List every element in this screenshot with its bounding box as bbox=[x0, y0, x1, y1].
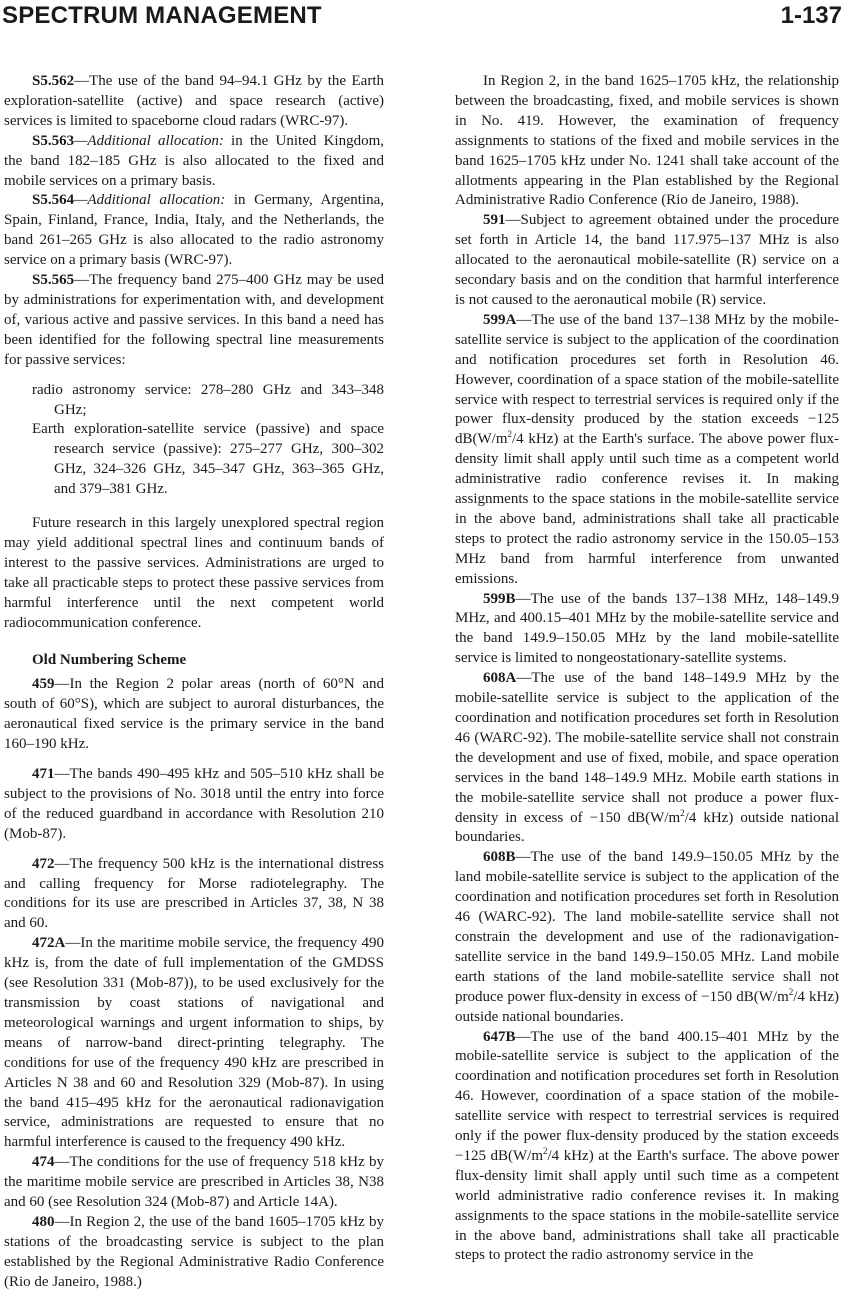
section-label: 459 bbox=[32, 676, 55, 693]
list-item: Earth exploration-satellite service (passive) and space research service (passive): 275–277 GHz, 300–302 GHz, 324–326 GHz, 345–347 GHz, 363–365 GHz, and 379–381 GHz. bbox=[32, 421, 384, 498]
paragraph-text: —The bands 490–495 kHz and 505–510 kHz shall be subject to the provisions of No. 3018 until the entry into force of the reduced guardband in accordance with Resolution 210 (Mob-87). bbox=[4, 766, 384, 842]
paragraph bbox=[455, 211, 839, 311]
page-header bbox=[0, 0, 846, 34]
section-label: 472 bbox=[32, 855, 55, 872]
paragraph bbox=[4, 765, 384, 845]
paragraph bbox=[4, 1213, 384, 1293]
list-item: radio astronomy service: 278–280 GHz and 343–348 GHz; bbox=[32, 381, 384, 418]
paragraph-text: —The use of the band 94–94.1 GHz by the Earth exploration-satellite (active) and space research (active) services is limited to spaceborne cloud radars (WRC-97). bbox=[4, 73, 384, 129]
paragraph bbox=[455, 311, 839, 590]
paragraph-text: —The frequency 500 kHz is the international distress and calling frequency for Morse radiotelegraphy. The conditions for its use are prescribed in Articles 37, 38, N 38 and 60. bbox=[4, 855, 384, 932]
paragraph: In Region 2, in the band 1625–1705 kHz, the relationship between the broadcasting, fixed, and mobile services is shown in No. 419. However, the examination of frequency assignments to stations of the fixed and mobile services in the band 1625–1705 kHz under No. 1241 shall take account of the allotments appearing in the Plan established by the Regional Administrative Radio Conference (Rio de Janeiro, 1988). bbox=[455, 73, 839, 209]
section-label: 608A bbox=[483, 670, 517, 687]
paragraph-text: /4 kHz) at the Earth's surface. The above power flux-density limit shall apply until such time as a competent world administrative radio conference revises it. In making assignments to the space stations in the mobile-satellite service in the above band, administrations shall take all practicable steps to protect the radio astronomy service in the 150.05–153 MHz band from harmful interference from unwanted emissions. bbox=[455, 431, 839, 587]
superscript: 2 bbox=[507, 429, 512, 440]
section-label: 599B bbox=[483, 590, 516, 607]
paragraph-text: in the United Kingdom, the band 182–185 GHz is also allocated to the fixed and mobile services on a primary basis. bbox=[4, 132, 384, 189]
paragraph-text: —The use of the band 137–138 MHz by the mobile-satellite service is subject to the application of the coordination and notification procedures set forth in Resolution 46. However, coordination of a space station of the mobile-satellite service with respect to terrestrial services is required only if the power flux-density produced by the station exceeds −125 dB(W/m bbox=[455, 311, 839, 448]
paragraph-text: —In the Region 2 polar areas (north of 60°N and south of 60°S), which are subject to auroral disturbances, the aeronautical fixed service is the primary service in the band 160–190 kHz. bbox=[4, 676, 384, 753]
paragraph bbox=[455, 590, 839, 670]
page-number: 1-137 bbox=[780, 2, 842, 29]
paragraph-text: —The use of the band 149.9–150.05 MHz by the land mobile-satellite service is subject to the application of the coordination and notification procedures set forth in Resolution 46 (WARC-92). The land mobile-satellite service shall not constrain the development and use of the radionavigation-satellite service in the band 149.9–150.05 MHz. Land mobile earth stations of the land mobile-satellite service shall not produce power flux-density in excess of −150 dB(W/m bbox=[455, 849, 839, 1005]
left-column bbox=[4, 72, 384, 1293]
section-label: 591 bbox=[483, 212, 506, 229]
paragraph: Future research in this largely unexplored spectral region may yield additional spectral lines and continuum bands of interest to the passive services. Administrations are urged to take all practicable steps to protect these passive services from harmful interference until the next competent world radiocommunication conference. bbox=[4, 515, 384, 631]
paragraph bbox=[4, 191, 384, 271]
section-label: 608B bbox=[483, 849, 516, 866]
paragraph bbox=[4, 132, 384, 192]
paragraph-text: —The use of the bands 137–138 MHz, 148–149.9 MHz, and 400.15–401 MHz by the mobile-satellite service and the band 149.9–150.05 MHz by the land mobile-satellite service is limited to nongeostationary-satellite systems. bbox=[455, 590, 839, 667]
paragraph bbox=[455, 1028, 839, 1267]
paragraph bbox=[4, 271, 384, 371]
section-heading: Old Numbering Scheme bbox=[32, 652, 187, 669]
paragraph bbox=[4, 934, 384, 1153]
section-label: 472A bbox=[32, 935, 66, 952]
section-label: S5.562 bbox=[32, 73, 75, 89]
superscript: 2 bbox=[680, 807, 685, 818]
paragraph bbox=[4, 855, 384, 935]
band-list bbox=[4, 381, 384, 500]
section-label: S5.563 bbox=[32, 132, 75, 149]
paragraph bbox=[4, 1153, 384, 1213]
paragraph-text: —The use of the band 148–149.9 MHz by the mobile-satellite service is subject to the application of the coordination and notification procedures set forth in Resolution 46 (WARC-92). The mobile-satellite service shall not constrain the development and use of fixed, mobile, and space operation services in the band 148–149.9 MHz. Mobile earth stations in the mobile-satellite service shall not produce a power flux-density in excess of −150 dB(W/m bbox=[455, 670, 839, 826]
running-title: SPECTRUM MANAGEMENT bbox=[2, 2, 322, 29]
section-label: 647B bbox=[483, 1028, 516, 1045]
section-label: S5.564 bbox=[32, 192, 75, 209]
paragraph bbox=[455, 848, 839, 1027]
italic-phrase: —Additional allocation: bbox=[74, 192, 226, 209]
paragraph bbox=[455, 669, 839, 848]
superscript: 2 bbox=[788, 986, 794, 997]
section-label: 480 bbox=[32, 1213, 55, 1230]
right-column bbox=[455, 72, 839, 1266]
paragraph-text: —The conditions for the use of frequency 518 kHz by the maritime mobile service are prescribed in Articles 38, N38 and 60 (see Resolution 324 (Mob-87) and Article 14A). bbox=[4, 1154, 384, 1211]
paragraph-text: /4 kHz) at the Earth's surface. The above power flux-density limit shall apply until such time as a competent world administrative radio conference revises it. In making assignments to the space stations in the mobile-satellite service in the above band, administrations shall take all practicable steps to protect the radio astronomy service in the bbox=[455, 1147, 840, 1264]
paragraph-text: in Germany, Argentina, Spain, Finland, France, India, Italy, and the Netherlands, the band 261–265 GHz is also allocated to the radio astronomy service on a primary basis (WRC-97). bbox=[4, 192, 384, 269]
section-label: 471 bbox=[32, 766, 55, 782]
section-label: 474 bbox=[32, 1154, 55, 1171]
paragraph-text: —In the maritime mobile service, the frequency 490 kHz is, from the date of full implementation of the GMDSS (see Resolution 331 (Mob-87)), to be used exclusively for the transmission by coast stations of navigational and meteorological warnings and urgent information to ships, by means of narrow-band direct-printing telegraphy. The conditions for use of the frequency 490 kHz are prescribed in Articles N 38 and 60 and Resolution 329 (Mob-87). In using the band 415–495 kHz for the aeronautical radionavigation service, administrations are requested to ensure that no harmful interference is caused to the frequency 490 kHz. bbox=[4, 935, 384, 1151]
paragraph-text: —Subject to agreement obtained under the procedure set forth in Article 14, the band 117.975–137 MHz is also allocated to the aeronautical mobile-satellite (R) service on a secondary basis and on the condition that harmful interference is not caused to the aeronautical mobile (R) service. bbox=[455, 212, 839, 308]
superscript: 2 bbox=[543, 1145, 548, 1156]
paragraph bbox=[4, 675, 384, 755]
italic-phrase: —Additional allocation: bbox=[74, 132, 224, 149]
paragraph-text: —The use of the band 400.15–401 MHz by the mobile-satellite service is subject to the application of the coordination and notification procedures set forth in Resolution 46. However, coordination of a space station of the mobile-satellite service with respect to terrestrial services is required only if the power flux-density produced by the station exceeds −125 dB(W/m bbox=[455, 1028, 839, 1164]
section-label: S5.565 bbox=[32, 272, 75, 289]
paragraph-text: /4 kHz) outside national boundaries. bbox=[455, 809, 839, 846]
paragraph-text: /4 kHz) outside national boundaries. bbox=[455, 988, 840, 1025]
section-label: 599A bbox=[483, 311, 517, 328]
paragraph-text: —In Region 2, the use of the band 1605–1705 kHz by stations of the broadcasting service is subject to the plan established by the Regional Administrative Radio Conference (Rio de Janeiro, 1988.) bbox=[4, 1213, 384, 1290]
paragraph-text: —The frequency band 275–400 GHz may be used by administrations for experimentation with, and development of, various active and passive services. In this band a need has been identified for the following spectral line measurements for passive services: bbox=[4, 272, 384, 368]
paragraph bbox=[4, 72, 384, 132]
